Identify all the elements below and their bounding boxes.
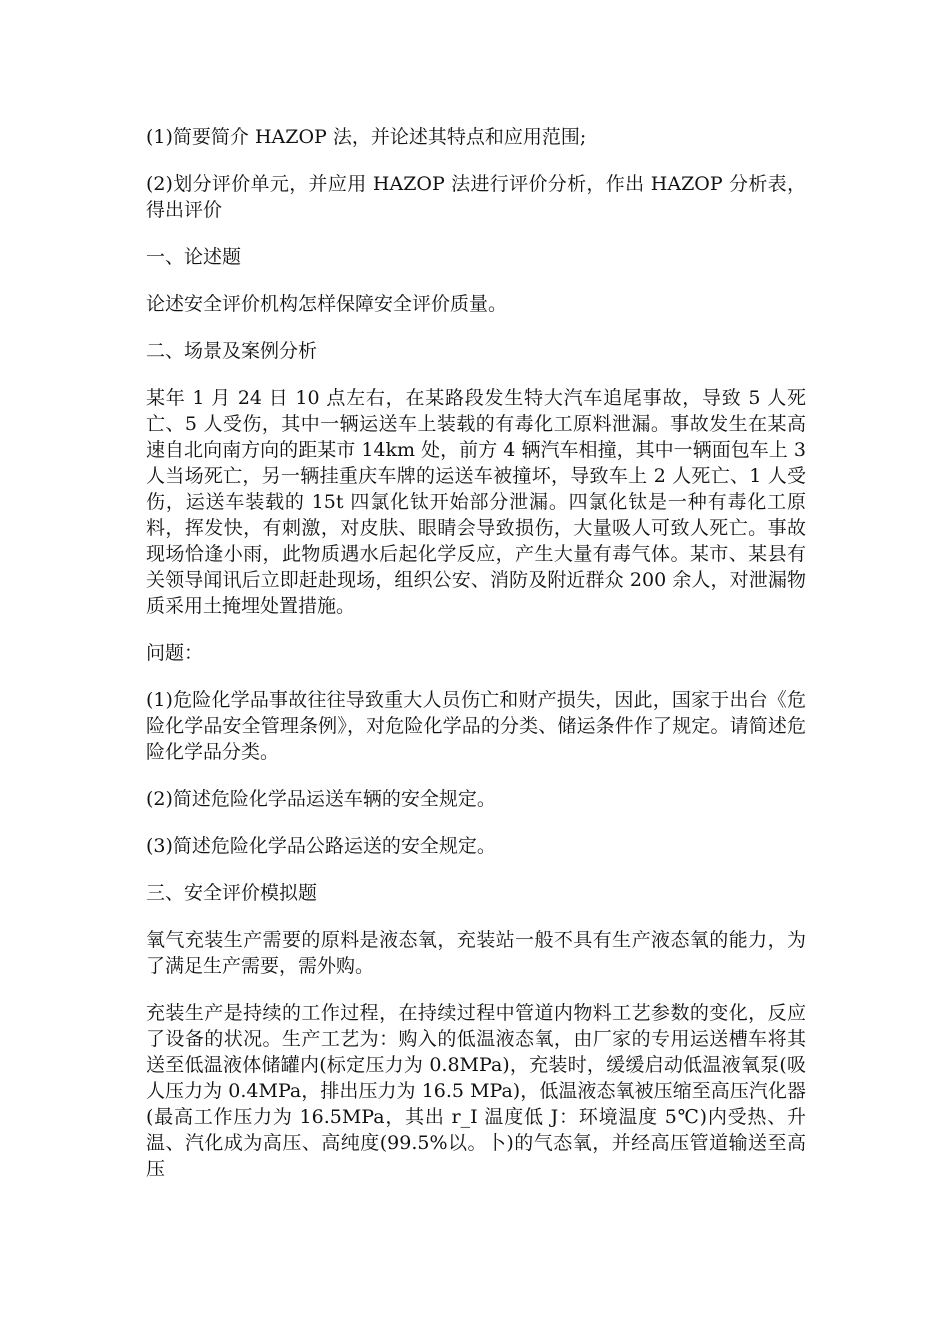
question-hazop-intro: (1)简要简介 HAZOP 法，并论述其特点和应用范围; bbox=[146, 126, 587, 148]
case-question-2: (2)简述危险化学品运送车辆的安全规定。 bbox=[146, 788, 496, 810]
essay-question: 论述安全评价机构怎样保障安全评价质量。 bbox=[146, 293, 508, 315]
document-body bbox=[146, 124, 806, 1182]
questions-label: 问题： bbox=[146, 642, 204, 664]
case-question-1: (1)危险化学品事故往往导致重大人员伤亡和财产损失，因此，国家于出台《危险化学品安全管理条例》，对危险化学品的分类、储运条件作了规定。请简述危险化学品分类。 bbox=[146, 689, 806, 763]
case-question-3: (3)简述危险化学品公路运送的安全规定。 bbox=[146, 835, 496, 857]
simulation-intro: 氧气充装生产需要的原料是液态氧，充装站一般不具有生产液态氧的能力，为了满足生产需要，需外购。 bbox=[146, 929, 806, 977]
section-heading-case-analysis: 二、场景及案例分析 bbox=[146, 340, 318, 362]
section-heading-essay: 一、论述题 bbox=[146, 246, 242, 268]
case-description: 某年 1 月 24 日 10 点左右，在某路段发生特大汽车追尾事故，导致 5 人死亡、5 人受伤，其中一辆运送车上装载的有毒化工原料泄漏。事故发生在某高速自北向南方向的距某市 14km 处，前方 4 辆汽车相撞，其中一辆面包车上 3 人当场死亡，另一辆挂重庆车牌的运送车被撞坏，导致车上 2 人死亡、1 人受伤，运送车装载的 15t 四氯化钛开始部分泄漏。四氯化钛是一种有毒化工原料，挥发快，有刺激，对皮肤、眼睛会导致损伤，大量吸人可致人死亡。事故现场恰逢小雨，此物质遇水后起化学反应，产生大量有毒气体。某市、某县有关领导闻讯后立即赶赴现场，组织公安、消防及附近群众 200 余人，对泄漏物质采用土掩埋处置措施。 bbox=[146, 387, 806, 617]
question-hazop-analysis: (2)划分评价单元，并应用 HAZOP 法进行评价分析，作出 HAZOP 分析表，得出评价 bbox=[146, 173, 806, 221]
simulation-process: 充装生产是持续的工作过程，在持续过程中管道内物料工艺参数的变化，反应了设备的状况。生产工艺为：购入的低温液态氧，由厂家的专用运送槽车将其送至低温液体储罐内(标定压力为 0.8MPa)，充装时，缓缓启动低温液氧泵(吸人压力为 0.4MPa，排出压力为 16.5 MPa)，低温液态氧被压缩至高压汽化器(最高工作压力为 16.5MPa，其出 r_I 温度低 J：环境温度 5℃)内受热、升温、汽化成为高压、高纯度(99.5%以。卜)的气态氧，并经高压管道输送至高压 bbox=[146, 1002, 806, 1180]
section-heading-simulation: 三、安全评价模拟题 bbox=[146, 882, 318, 904]
